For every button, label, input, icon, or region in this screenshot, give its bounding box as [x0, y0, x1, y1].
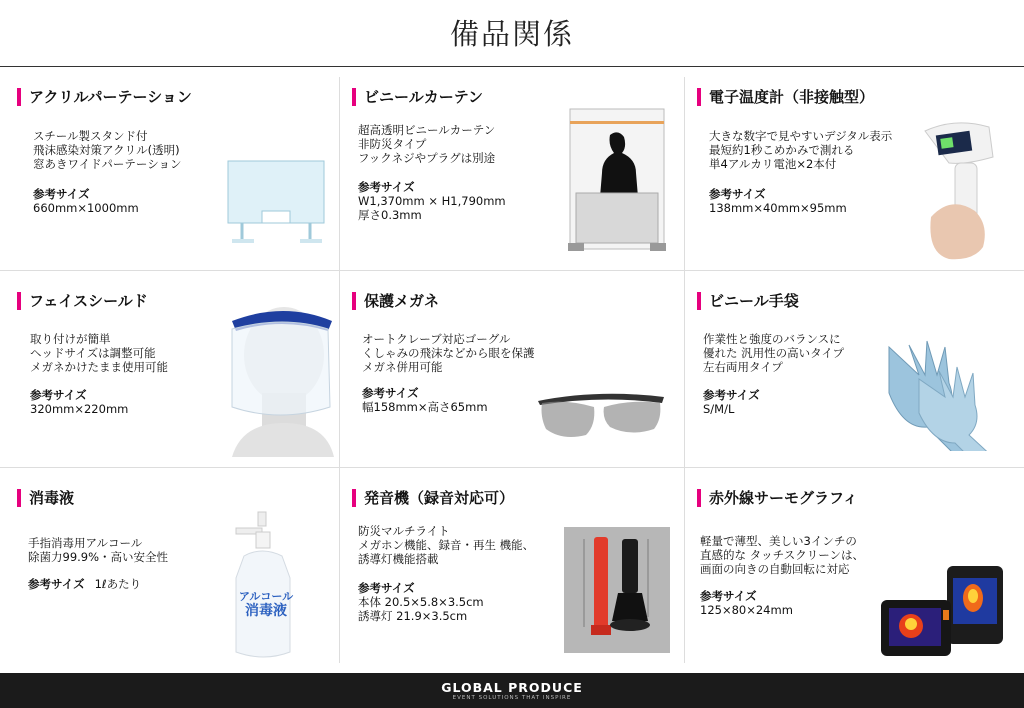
- product-description: [358, 123, 495, 165]
- size-value: 138mm×40mm×95mm: [709, 201, 847, 215]
- size-value: 1ℓあたり: [94, 577, 142, 591]
- product-title: [697, 86, 874, 107]
- acrylic-partition-image: [222, 155, 334, 255]
- desc-line: 誘導灯機能搭載: [358, 552, 439, 566]
- gloves-image: [879, 331, 1009, 451]
- bottle-label-line: 消毒液: [245, 603, 287, 619]
- desc-line: 作業性と強度のバランスに: [703, 332, 841, 346]
- size-label: 参考サイズ: [30, 388, 87, 402]
- footer-tagline: EVENT SOLUTIONS THAT INSPIRE: [452, 695, 572, 701]
- size-label: 参考サイズ: [33, 187, 90, 201]
- product-size: [30, 388, 128, 416]
- desc-line: 非防災タイプ: [358, 137, 427, 151]
- bottle-label: [232, 590, 300, 618]
- product-description: [703, 332, 844, 374]
- product-card-thermometer: [685, 67, 1024, 270]
- desc-line: ヘッドサイズは調整可能: [30, 346, 156, 360]
- product-size: [703, 388, 760, 416]
- size-value: 320mm×220mm: [30, 402, 129, 416]
- size-label: 参考サイズ: [703, 388, 760, 402]
- product-description: [30, 332, 168, 374]
- size-label: 参考サイズ: [709, 187, 766, 201]
- product-title: [17, 290, 148, 311]
- size-value: 幅158mm×高さ65mm: [362, 400, 488, 414]
- accent-bar: [352, 489, 356, 507]
- accent-bar: [697, 489, 701, 507]
- page-title: 備品関係: [449, 17, 574, 51]
- product-card-vinyl-curtain: [340, 67, 684, 270]
- safety-glasses-image: [534, 385, 668, 445]
- size-label: 参考サイズ: [28, 577, 85, 591]
- product-size: [358, 581, 484, 623]
- product-card-face-shield: [0, 271, 339, 467]
- product-card-thermal-camera: [685, 468, 1024, 673]
- product-title: [17, 487, 74, 508]
- desc-line: 防災マルチライト: [358, 524, 450, 538]
- desc-line: 直感的な タッチスクリーンは、: [700, 548, 864, 562]
- desc-line: 最短約1秒こめかみで測れる: [709, 143, 855, 157]
- product-title-text: 電子温度計（非接触型）: [709, 88, 875, 106]
- product-title: [352, 86, 483, 107]
- sanitizer-bottle-image: [228, 508, 304, 664]
- product-description: [358, 524, 534, 566]
- size-value: S/M/L: [703, 402, 735, 416]
- product-title: [697, 487, 858, 508]
- product-size: [28, 577, 141, 591]
- accent-bar: [17, 489, 21, 507]
- desc-line: 飛沫感染対策アクリル(透明): [33, 143, 180, 157]
- desc-line: 手指消毒用アルコール: [28, 536, 143, 550]
- size-label: 参考サイズ: [358, 180, 415, 194]
- desc-line: メガネかけたまま使用可能: [30, 360, 168, 374]
- product-title-text: ビニール手袋: [709, 292, 799, 310]
- bottle-label-line: アルコール: [238, 590, 294, 603]
- thermal-camera-image: [879, 562, 1009, 658]
- size-label: 参考サイズ: [362, 386, 419, 400]
- thermometer-image: [917, 113, 997, 263]
- product-card-sanitizer: [0, 468, 339, 673]
- product-card-megaphone-light: [340, 468, 684, 673]
- product-size: [362, 386, 488, 414]
- size-value: 厚さ0.3mm: [358, 208, 422, 222]
- footer-brand: GLOBAL PRODUCE: [441, 680, 583, 695]
- size-value: 誘導灯 21.9×3.5cm: [358, 609, 468, 623]
- product-size: [33, 187, 139, 215]
- product-title-text: 保護メガネ: [364, 292, 440, 310]
- footer: [0, 673, 1024, 708]
- product-title: [17, 86, 192, 107]
- desc-line: 窓あきワイドパーテーション: [33, 157, 182, 171]
- desc-line: メガネ併用可能: [362, 360, 443, 374]
- size-label: 参考サイズ: [358, 581, 415, 595]
- product-title-text: ビニールカーテン: [364, 88, 483, 106]
- product-card-gloves: [685, 271, 1024, 467]
- product-size: [358, 180, 506, 222]
- product-description: [700, 534, 864, 576]
- desc-line: くしゃみの飛沫などから眼を保護: [362, 346, 535, 360]
- product-title: [697, 290, 799, 311]
- desc-line: 単4アルカリ電池×2本付: [709, 157, 837, 171]
- desc-line: フックネジやプラグは別途: [358, 151, 496, 165]
- face-shield-image: [222, 297, 334, 457]
- product-description: [709, 129, 892, 171]
- size-label: 参考サイズ: [700, 589, 757, 603]
- product-title-text: 赤外線サーモグラフィ: [709, 489, 858, 507]
- bottle-graphic: [228, 508, 304, 664]
- product-size: [700, 589, 793, 617]
- product-description: [28, 536, 168, 564]
- product-title-text: アクリルパーテーション: [29, 88, 192, 106]
- desc-line: 左右両用タイプ: [703, 360, 783, 374]
- product-description: [362, 332, 535, 374]
- size-value: 本体 20.5×5.8×3.5cm: [358, 595, 484, 609]
- desc-line: スチール製スタンド付: [33, 129, 148, 143]
- page-header: [0, 0, 1024, 66]
- desc-line: 超高透明ビニールカーテン: [358, 123, 496, 137]
- product-title-text: フェイスシールド: [29, 292, 148, 310]
- product-title-text: 発音機（録音対応可）: [364, 489, 515, 507]
- accent-bar: [352, 88, 356, 106]
- size-value: 660mm×1000mm: [33, 201, 139, 215]
- desc-line: 画面の向きの自動回転に対応: [700, 562, 850, 576]
- desc-line: 取り付けが簡単: [30, 332, 111, 346]
- product-grid: [0, 67, 1024, 673]
- product-card-acrylic-partition: [0, 67, 339, 270]
- desc-line: オートクレーブ対応ゴーグル: [362, 332, 511, 346]
- vinyl-curtain-image: [566, 105, 668, 255]
- desc-line: 除菌力99.9%・高い安全性: [28, 550, 169, 564]
- accent-bar: [697, 292, 701, 310]
- megaphone-light-image: [564, 527, 670, 653]
- product-title: [352, 290, 439, 311]
- product-title: [352, 487, 514, 508]
- product-description: [33, 129, 181, 171]
- desc-line: メガホン機能、録音・再生 機能、: [358, 538, 535, 552]
- product-title-text: 消毒液: [29, 489, 75, 507]
- size-value: 125×80×24mm: [700, 603, 793, 617]
- product-size: [709, 187, 847, 215]
- accent-bar: [17, 292, 21, 310]
- desc-line: 軽量で薄型、美しい3インチの: [700, 534, 857, 548]
- accent-bar: [17, 88, 21, 106]
- desc-line: 大きな数字で見やすいデジタル表示: [709, 129, 893, 143]
- size-value: W1,370mm × H1,790mm: [358, 194, 506, 208]
- product-card-safety-glasses: [340, 271, 684, 467]
- accent-bar: [352, 292, 356, 310]
- desc-line: 優れた 汎用性の高いタイプ: [703, 346, 845, 360]
- accent-bar: [697, 88, 701, 106]
